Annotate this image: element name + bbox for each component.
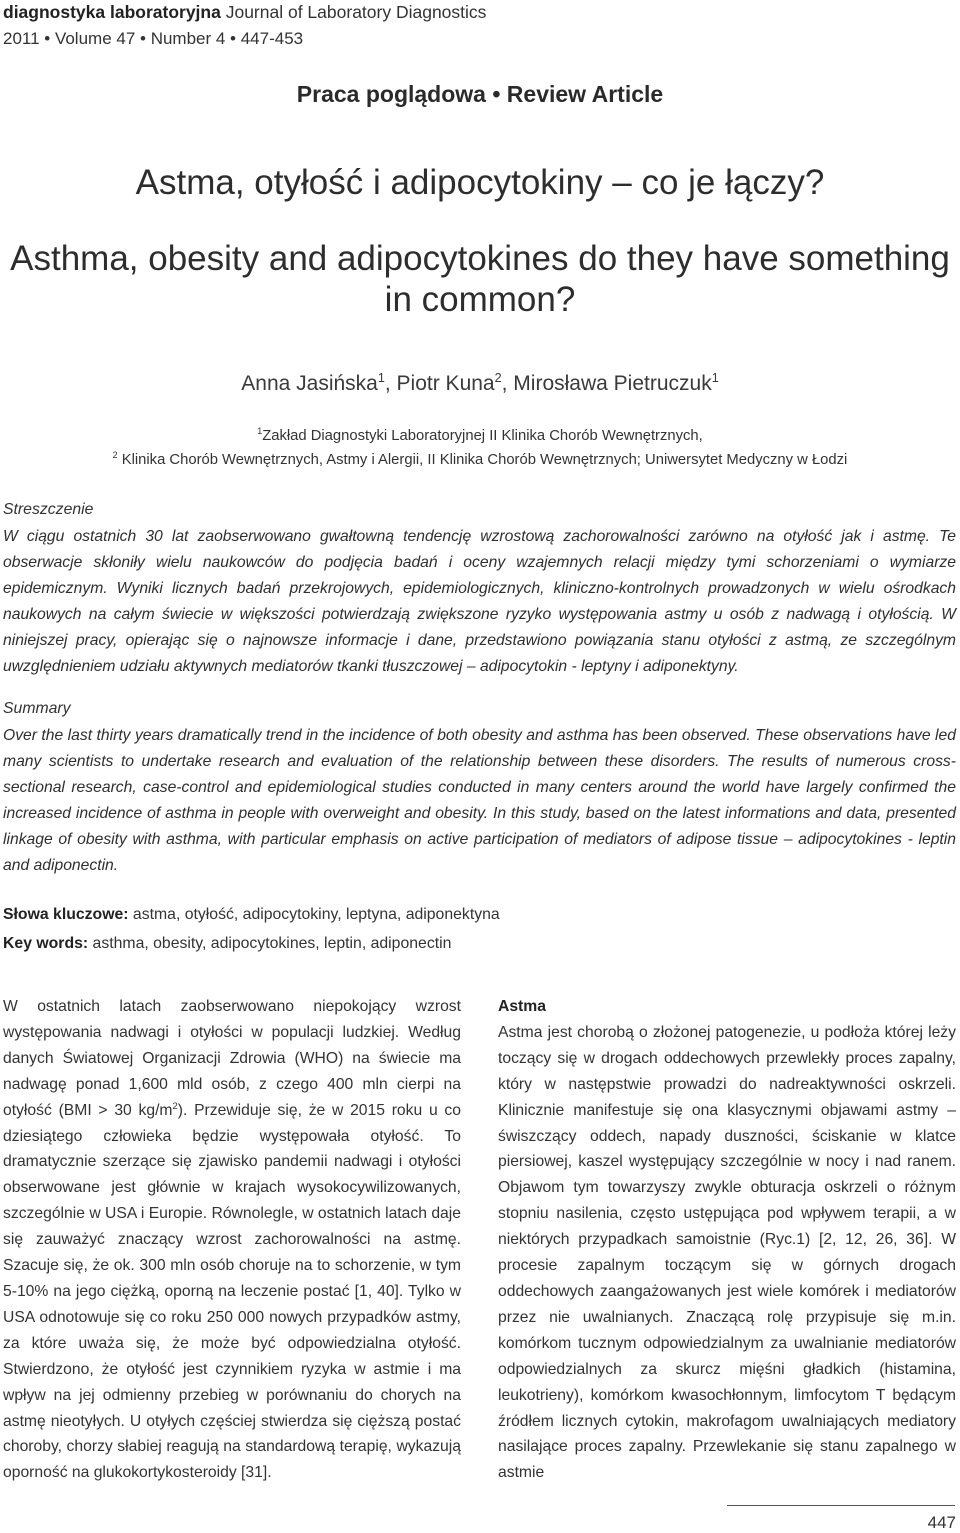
abstract-pl-heading: Streszczenie [3, 501, 94, 518]
keywords-pl-text: astma, otyłość, adipocytokiny, leptyna, adiponektyna [132, 906, 500, 923]
author-affiliation-mark: 1 [711, 371, 719, 385]
journal-header [3, 2, 486, 22]
affiliation-mark: 1 [257, 426, 263, 437]
affiliation [0, 427, 960, 445]
journal-name-pl: diagnostyka laboratoryjna [3, 2, 221, 22]
abstract-en-heading: Summary [3, 700, 71, 717]
body-column-right [498, 994, 956, 1486]
title-english: Asthma, obesity and adipocytokines do they have something in common? [10, 239, 950, 319]
article-type: Praca poglądowa • Review Article [296, 81, 664, 107]
keywords-pl [3, 905, 500, 925]
unit-superscript: 2 [172, 1099, 178, 1111]
affiliation-text: Klinika Chorób Wewnętrznych, Astmy i Alergii, II Klinika Chorób Wewnętrznych; Uniwersytet Medyczny w Łodzi [121, 452, 848, 468]
body-left-paragraph: W ostatnich latach zaobserwowano niepokojący wzrost występowania nadwagi i otyłości w populacji ludzkiej. Według danych Światowej Organizacji Zdrowia (WHO) na świecie ma nadwagę ponad 1,600 mld osób, z czego 400 mln cierpi na otyłość (BMI > 30 kg/m [3, 998, 461, 1119]
affiliation [0, 451, 960, 469]
abstract-en-text: Over the last thirty years dramatically trend in the incidence of both obesity and asthma has been observed. These observations have led many scientists to undertake research and evaluation of the relationship between these disorders. The results of numerous cross-sectional research, case-control and epidemiological studies conducted in many centers around the world have largely confirmed the increased incidence of asthma in people with overweight and obesity. In this study, based on the latest informations and data, presented linkage of obesity with asthma, with particular emphasis on active participation of mediators of adipose tissue – adipocytokines - leptin and adiponectin. [3, 727, 956, 874]
section-heading-astma: Astma [498, 998, 546, 1015]
body-column-left [3, 994, 461, 1486]
body-left-paragraph-cont: ). Przewiduje się, że w 2015 roku u co dziesiątego człowieka będzie występowała otyłość. To dramatycznie szerzące się zjawisko pandemii nadwagi i otyłości obserwowane jest głównie w krajach wysokocywilizowanych, szczególnie w USA i Europie. Równolegle, w ostatnich latach daje się zauważyć znaczący wzrost zachorowalności na astmę. Szacuje się, że ok. 300 mln osób choruje na to schorzenie, w tym 5-10% na jego ciężką, oporną na leczenie postać [1, 40]. Tylko w USA odnotowuje się co roku 250 000 nowych przypadków astmy, za które uważa się, że może być odpowiedzialna otyłość. Stwierdzono, że otyłość jest czynnikiem ryzyka w astmie i ma wpływ na jej odmienny przebieg w porównaniu do chorych na astmę nieotyłych. U otyłych częściej stwierdza się cięższą postać choroby, chorzy słabiej reagują na standardową terapię, wykazują oporność na glukokortykosteroidy [31]. [3, 1101, 462, 1482]
keywords-en-text: asthma, obesity, adipocytokines, leptin, adiponectin [92, 935, 452, 952]
author-affiliation-mark: 2 [494, 371, 502, 385]
keywords-en [3, 934, 451, 954]
author-name: Anna Jasińska [241, 372, 378, 395]
author-list: Anna Jasińska$^1$, Piotr Kuna$^2$, Mirosława Pietruczuk$^1$ [241, 371, 719, 395]
author-affiliation-mark: 1 [377, 371, 385, 385]
keywords-pl-label: Słowa kluczowe: [3, 906, 129, 923]
author-name: Mirosława Pietruczuk [513, 372, 712, 395]
abstract-pl-text: W ciągu ostatnich 30 lat zaobserwowano gwałtowną tendencję wzrostową zachorowalności zarówno na otyłość jak i astmę. Te obserwacje skłoniły wielu naukowców do podjęcia badań i oceny wzajemnych relacji między tymi schorzeniami o wymiarze epidemicznym. Wyniki licznych badań przekrojowych, epidemiologicznych, kliniczno-kontrolnych prowadzonych w wielu ośrodkach naukowych na całym świecie w większości potwierdzają zwiększone ryzyko występowania astmy u osób z nadwagą i otyłością. W niniejszej pracy, opierając się o najnowsze informacje i dane, przedstawiono powiązania stanu otyłości z astmą, ze szczególnym uwzględnieniem udziału aktywnych mediatorów tkanki tłuszczowej – adipocytokin - leptyny i adiponektyny. [3, 528, 956, 675]
author-name: Piotr Kuna [396, 372, 495, 395]
affiliation-text: Zakład Diagnostyki Laboratoryjnej II Klinika Chorób Wewnętrznych, [262, 428, 703, 444]
page-number: 447 [927, 1513, 956, 1532]
journal-issue: 2011 • Volume 47 • Number 4 • 447-453 [3, 29, 304, 48]
affiliation-mark: 2 [112, 450, 118, 461]
journal-name-en: Journal of Laboratory Diagnostics [225, 2, 487, 22]
title-polish: Astma, otyłość i adipocytokiny – co je łączy? [135, 163, 825, 202]
footer-rule [727, 1505, 955, 1506]
keywords-en-label: Key words: [3, 935, 89, 952]
body-right-paragraph: Astma jest chorobą o złożonej patogenezie, u podłoża której leży toczący się w drogach oddechowych przewlekły proces zapalny, który w następstwie prowadzi do nadreaktywności oskrzeli. Klinicznie manifestuje się ona klasycznymi objawami astmy – świszczący oddech, napady duszności, ściskanie w klatce piersiowej, kaszel występujący szczególnie w nocy i nad ranem. Objawom tym towarzyszy zwykle obturacja oskrzeli o różnym stopniu nasilenia, często ustępująca pod wpływem terapii, a w niektórych przypadkach samoistnie (Ryc.1) [2, 12, 26, 36]. W procesie zapalnym toczącym się w górnych drogach oddechowych zaangażowanych jest wiele komórek i mediatorów przez nie uwalnianych. Znaczącą rolę przypisuje się m.in. komórkom tucznym odpowiedzialnym za uwalnianie mediatorów odpowiedzialnych za skurcz mięśni gładkich (histamina, leukotrieny), komórkom kwasochłonnym, limfocytom T będącym źródłem licznych cytokin, makrofagom uwalniających mediatory nasilające proces zapalny. Przewlekanie się stanu zapalnego w astmie [498, 1023, 956, 1482]
